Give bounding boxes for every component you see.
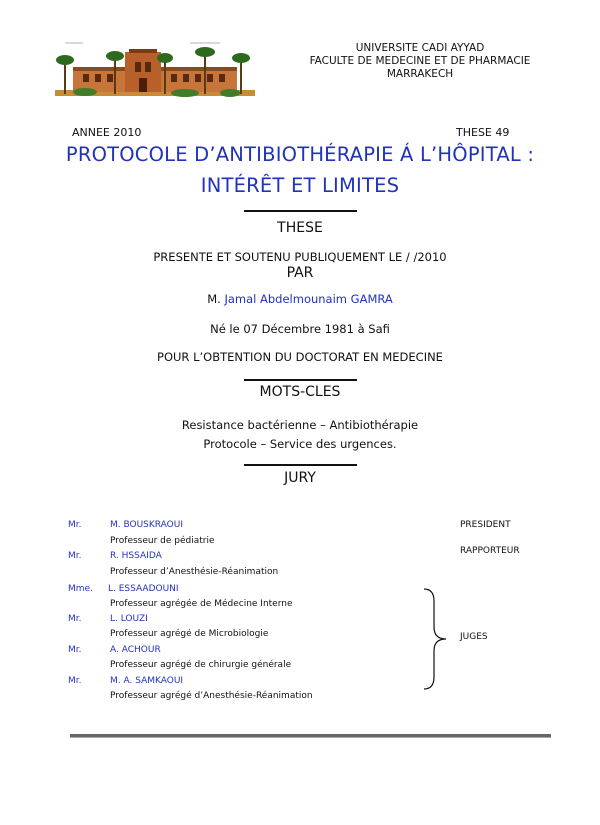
faculty-name: FACULTE DE MEDECINE ET DE PHARMACIE <box>309 55 531 67</box>
jury-title: Mr. <box>68 614 82 624</box>
jury-function: Professeur agrégé de chirurgie générale <box>110 660 292 670</box>
divider <box>244 379 357 381</box>
jury-name: L. ESSAADOUNI <box>108 584 179 594</box>
divider <box>244 464 357 466</box>
role-president: PRESIDENT <box>460 520 511 530</box>
jury-name: M. A. SAMKAOUI <box>110 676 184 686</box>
divider <box>244 210 357 212</box>
jury-name: L. LOUZI <box>110 614 148 624</box>
faculty-logo <box>55 40 255 102</box>
birth-info: Né le 07 Décembre 1981 à Safi <box>210 322 390 336</box>
jury-name: R. HSSAIDA <box>110 551 162 561</box>
jury-title: Mr. <box>68 520 82 530</box>
degree-line: POUR L’OBTENTION DU DOCTORAT EN MEDECINE <box>157 350 443 364</box>
footer-divider <box>70 734 551 738</box>
thesis-heading: THESE <box>277 220 323 236</box>
thesis-title-line2: INTÉRÊT ET LIMITES <box>200 174 400 197</box>
author-name: Jamal Abdelmounaim GAMRA <box>224 292 393 306</box>
jury-function: Professeur agrégé d’Anesthésie-Réanimation <box>110 691 313 701</box>
author-prefix: M. <box>207 292 221 306</box>
jury-function: Professeur agrégée de Médecine Interne <box>110 599 293 609</box>
jury-function: Professeur de pédiatrie <box>110 536 215 546</box>
jury-name: M. BOUSKRAOUI <box>110 520 184 530</box>
city-name: MARRAKECH <box>386 68 454 80</box>
keywords-heading: MOTS-CLES <box>259 384 341 400</box>
jury-name: A. ACHOUR <box>110 645 161 655</box>
jury-heading: JURY <box>284 470 316 486</box>
thesis-title-line1: PROTOCOLE D’ANTIBIOTHÉRAPIE Á L’HÔPITAL : <box>65 143 535 166</box>
jury-function: Professeur d’Anesthésie-Réanimation <box>110 567 279 577</box>
jury-function: Professeur agrégé de Microbiologie <box>110 629 269 639</box>
keywords-line2: Protocole – Service des urgences. <box>203 437 397 451</box>
jury-title: Mr. <box>68 645 82 655</box>
presentation-line: PRESENTE ET SOUTENU PUBLIQUEMENT LE / /2010 <box>153 250 447 264</box>
author <box>0 292 600 306</box>
university-name: UNIVERSITE CADI AYYAD <box>355 42 485 54</box>
role-judges: JUGES <box>460 632 488 642</box>
role-rapporteur: RAPPORTEUR <box>460 546 520 556</box>
keywords-line1: Resistance bactérienne – Antibiothérapie <box>181 418 419 432</box>
jury-title: Mme. <box>68 584 93 594</box>
jury-title: Mr. <box>68 676 82 686</box>
jury-title: Mr. <box>68 551 82 561</box>
thesis-number: THESE 49 <box>456 126 510 139</box>
curly-brace-icon <box>420 587 452 691</box>
par-label: PAR <box>286 265 314 281</box>
academic-year: ANNEE 2010 <box>72 126 142 139</box>
